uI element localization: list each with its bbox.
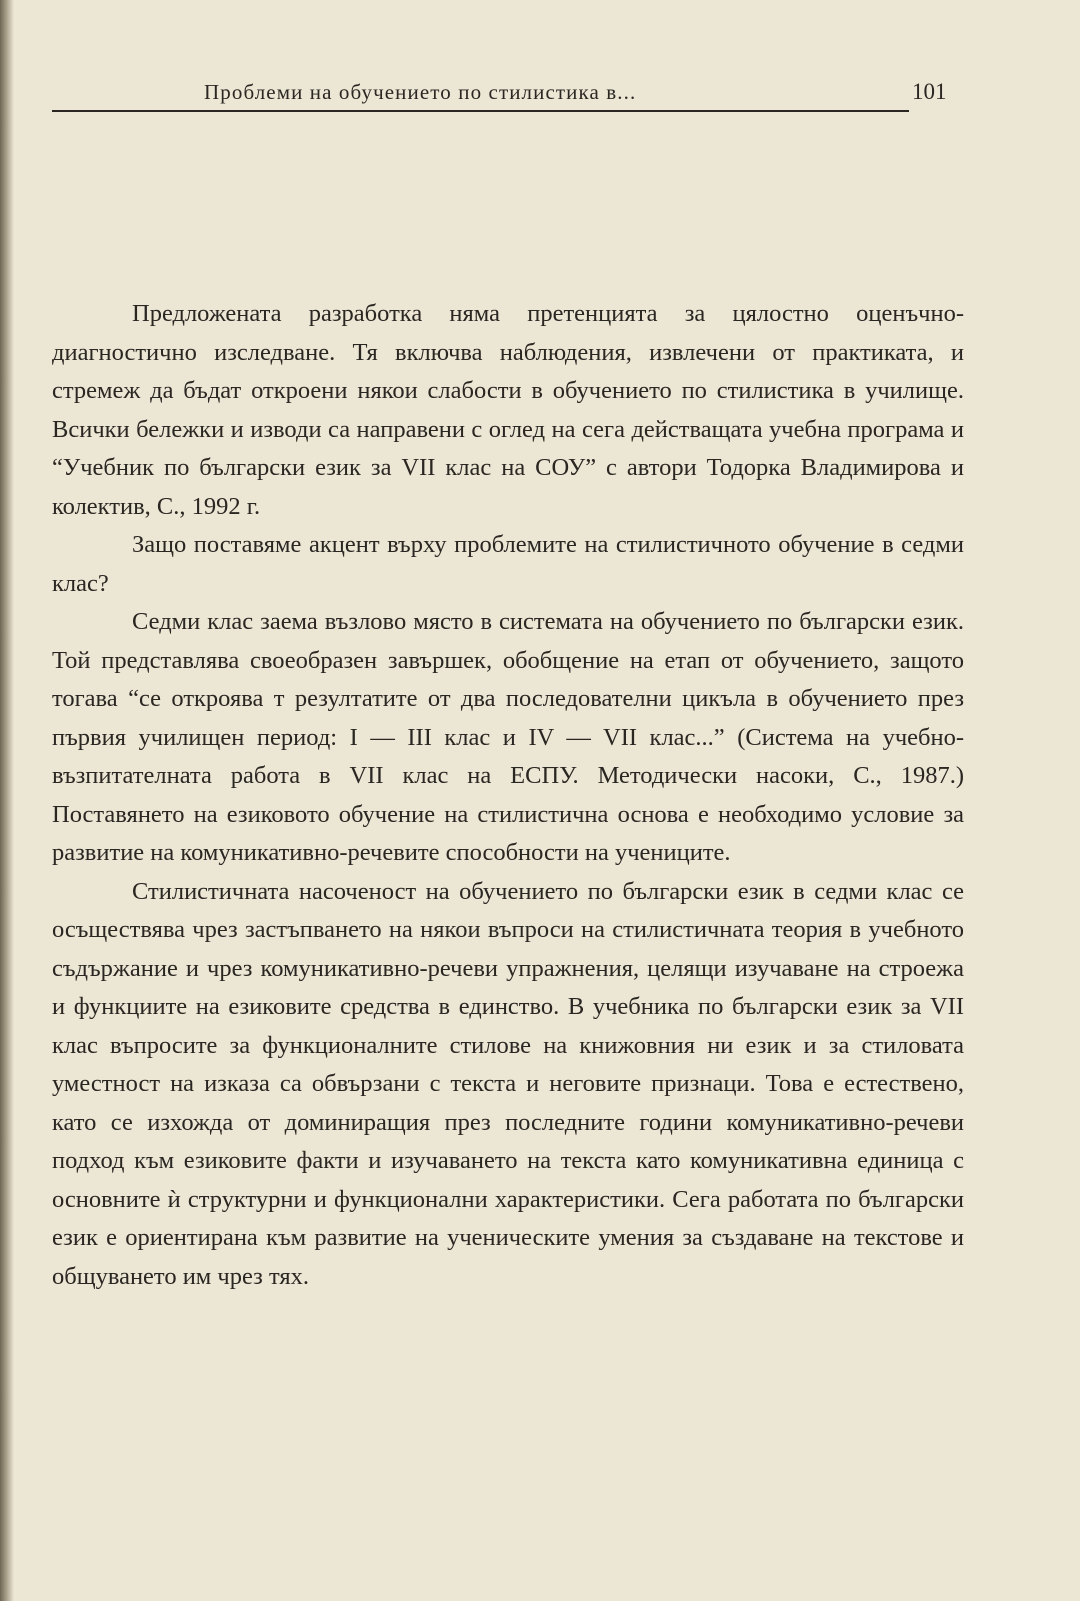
paragraph: Седми клас заема възлово място в системата на обучението по български език. Той представлява своеобразен завършек, обобщение на етап от обучението, защото тогава “се откроява т резултатите от два последователни цикъла в обучението през първия училищен период: I — III клас и IV — VII клас...” (Система на учебно-възпитателната работа в VII клас на ЕСПУ. Методически насоки, С., 1987.) Поставянето на езиковото обучение на стилистична основа е необходимо условие за развитие на комуникативно-речевите способности на учениците. [52, 608, 964, 866]
paragraph: Предложената разработка няма претенцията за цялостно оценъчно-диагностично изследване. Тя включва наблюдения, извлечени от практиката, и стремеж да бъдат откроени някои слабости в обучението по стилистика в училище. Всички бележки и изводи са направени с оглед на сега действащата учебна програма и “Учебник по български език за VII клас на СОУ” с автори Тодорка Владимирова и колектив, С., 1992 г. [52, 300, 964, 520]
running-title: Проблеми на обучението по стилистика в... [204, 80, 637, 104]
running-header [52, 78, 909, 112]
body-text [52, 295, 964, 1296]
paragraph: Стилистичната насоченост на обучението по български език в седми клас се осъществява чрез застъпването на някои въпроси на стилистичната теория в учебното съдържание и чрез комуникативно-речеви упражнения, целящи изучаване на строежа и функциите на езиковите средства в единство. В учебника по български език за VII клас въпросите за функционалните стилове на книжовния ни език и за стиловата уместност на изказа са обвързани с текста и неговите признаци. Това е естествено, като се изхожда от доминиращия през последните години комуникативно-речеви подход към езиковите факти и изучаването на текста като комуникативна единица с основните ѝ структурни и функционални характеристики. Сега работата по български език е ориентирана към развитие на ученическите умения за създаване на текстове и общуването им чрез тях. [52, 877, 964, 1290]
paragraph: Защо поставяме акцент върху проблемите на стилистичното обучение в седми клас? [52, 531, 964, 597]
page-number: 101 [912, 79, 947, 104]
book-spine-shadow [0, 0, 14, 1601]
